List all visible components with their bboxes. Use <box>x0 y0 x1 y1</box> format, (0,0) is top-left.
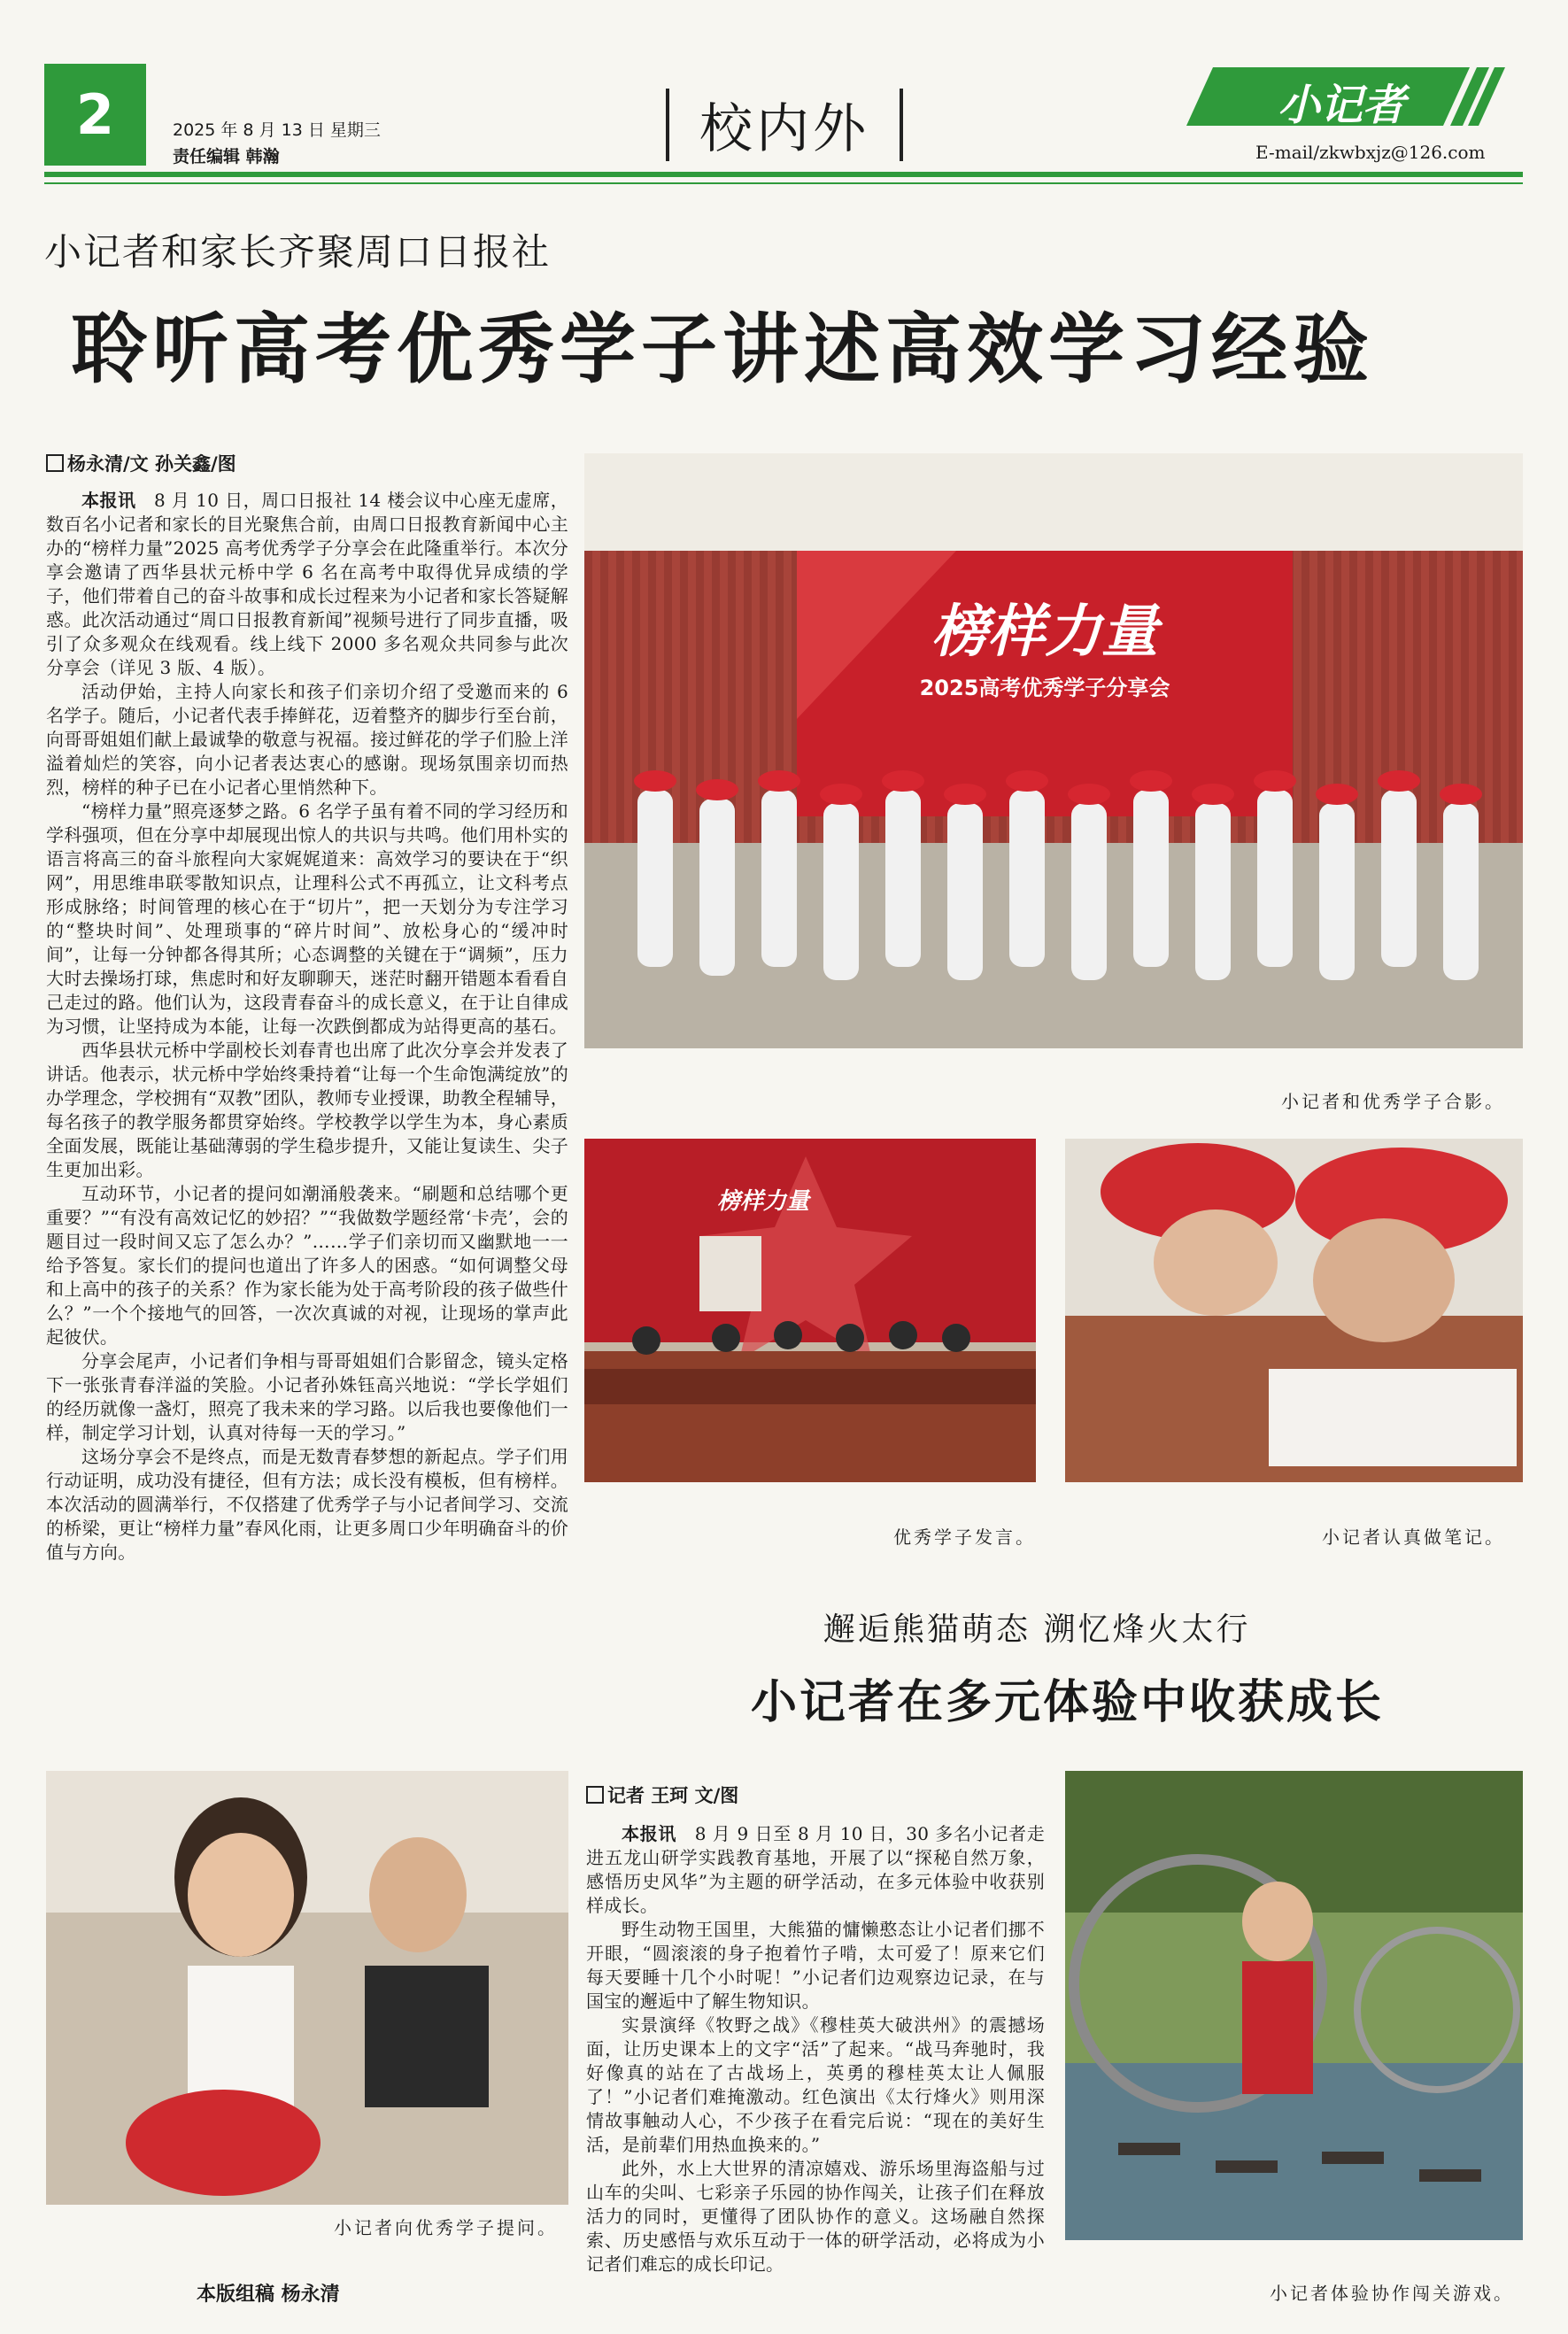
speakers-photo-caption: 优秀学子发言。 <box>893 1526 1036 1548</box>
second-article-body <box>586 1822 1045 2318</box>
main-paragraph-2: 活动伊始，主持人向家长和孩子们亲切介绍了受邀而来的 6 名学子。随后，小记者代表手捧鲜花，迈着整齐的脚步行至台前，向哥哥姐姐们献上最诚挚的敬意与祝福。接过鲜花的学子们脸上洋溢着灿烂的笑容，向小记者表达衷心的感谢。现场氛围亲切而热烈，榜样的种子已在小记者心里悄然种下。 <box>46 681 568 798</box>
second-byline: 记者 王珂 文/图 <box>586 1781 738 1808</box>
main-paragraph-1: 本报讯 8 月 10 日，周口日报社 14 楼会议中心座无虚席，数百名小记者和家长的目光聚焦合前，由周口日报教育新闻中心主办的“榜样力量”2025 高考优秀学子分享会在此隆重举行。本次分享会邀请了西华县状元桥中学 6 名在高考中取得优异成绩的学子，他们带着自己的奋斗故事和成长过程来为小记者和家长答疑解惑。此次活动通过“周口日报教育新闻”视频号进行了同步直播，吸引了众多观众在线观看。线上线下 2000 多名观众共同参与此次分享会（详见 3 版、4 版）。 <box>46 490 568 678</box>
header-rule <box>44 172 1523 177</box>
main-article-body <box>46 489 568 1728</box>
game-photo-caption: 小记者体验协作闯关游戏。 <box>1270 2283 1514 2304</box>
notes-photo-caption: 小记者认真做笔记。 <box>1322 1526 1505 1548</box>
main-paragraph-3: “榜样力量”照亮逐梦之路。6 名学子虽有着不同的学习经历和学科强项，但在分享中却展现出惊人的共识与共鸣。他们用朴实的语言将高三的奋斗旅程向大家娓娓道来：高效学习的要诀在于“织网”，用思维串联零散知识点，让理科公式不再孤立，让文科考点形成脉络；时间管理的核心在于“切片”，把一天划分为专注学习的“整块时间”、处理琐事的“碎片时间”、放松身心的“缓冲时间”，让每一分钟都各得其所；心态调整的关键在于“调频”，压力大时去操场打球，焦虑时和好友聊聊天，迷茫时翻开错题本看看自己走过的路。他们认为，这段青春奋斗的成长意义，在于让自律成为习惯，让坚持成为本能，让每一次跌倒都成为站得更高的基石。 <box>46 800 568 1037</box>
main-byline: 杨永清/文 孙关鑫/图 <box>46 450 236 476</box>
group-banner-subtitle: 2025高考优秀学子分享会 <box>919 676 1170 700</box>
brand-name: 小记者 <box>1277 81 1405 130</box>
speakers-photo <box>584 1139 1036 1482</box>
main-lead: 本报讯 <box>81 490 136 511</box>
speakers-banner-title: 榜样力量 <box>717 1188 810 1215</box>
main-paragraph-7: 这场分享会不是终点，而是无数青春梦想的新起点。学子们用行动证明，成功没有捷径，但有方法；成长没有模板，但有榜样。本次活动的圆满举行，不仅搭建了优秀学子与小记者间学习、交流的桥梁，更让“榜样力量”春风化雨，让更多周口少年明确奋斗的价值与方向。 <box>46 1446 568 1563</box>
contact-email: E-mail/zkwbxjz@126.com <box>1255 142 1486 163</box>
main-headline: 聆听高考优秀学子讲述高效学习经验 <box>71 305 1374 394</box>
group-photo <box>584 453 1523 1048</box>
page-credit: 本版组稿 杨永清 <box>197 2284 340 2306</box>
section-title: 校内外 <box>666 89 903 161</box>
game-photo <box>1065 1771 1523 2240</box>
second-paragraph-3: 实景演绎《牧野之战》《穆桂英大破洪州》的震撼场面，让历史课本上的文字“活”了起来。“战马奔驰时，我好像真的站在了古战场上，英勇的穆桂英太让人佩服了！”小记者们难掩激动。红色演出《太行烽火》则用深情故事触动人心，不少孩子在看完后说：“现在的美好生活，是前辈们用热血换来的。” <box>586 2014 1045 2155</box>
second-lead: 本报讯 <box>622 1823 677 1844</box>
second-paragraph-2: 野生动物王国里，大熊猫的慵懒憨态让小记者们挪不开眼，“圆滚滚的身子抱着竹子啃，太可爱了！原来它们每天要睡十几个小时呢！”小记者们边观察边记录，在与国宝的邂逅中了解生物知识。 <box>586 1919 1045 2012</box>
issue-date: 2025 年 8 月 13 日 星期三 <box>173 120 381 140</box>
page-editor: 责任编辑 韩瀚 <box>173 147 280 166</box>
brand-logo <box>1186 67 1505 130</box>
notes-photo <box>1065 1139 1523 1482</box>
group-photo-caption: 小记者和优秀学子合影。 <box>1281 1091 1505 1112</box>
main-paragraph-6: 分享会尾声，小记者们争相与哥哥姐姐们合影留念，镜头定格下一张张青春洋溢的笑脸。小记者孙姝钰高兴地说：“学长学姐们的经历就像一盏灯，照亮了我未来的学习路。以后我也要像他们一样，制定学习计划，认真对待每一天的学习。” <box>46 1350 568 1443</box>
group-banner-title: 榜样力量 <box>931 599 1158 665</box>
page-number: 2 <box>44 64 146 166</box>
second-headline: 小记者在多元体验中收获成长 <box>751 1676 1385 1729</box>
main-kicker: 小记者和家长齐聚周口日报社 <box>44 230 552 274</box>
question-photo-caption: 小记者向优秀学子提问。 <box>334 2217 558 2238</box>
main-paragraph-5: 互动环节，小记者的提问如潮涌般袭来。“刷题和总结哪个更重要？”“有没有高效记忆的妙招？”“我做数学题经常‘卡壳’，会的题目过一段时间又忘了怎么办？”……学子们亲切而又幽默地一一给予答复。家长们的提问也道出了许多人的困惑。“如何调整父母和上高中的孩子的关系？作为家长能为处于高考阶段的孩子做些什么？”一个个接地气的回答，一次次真诚的对视，让现场的掌声此起彼伏。 <box>46 1183 568 1348</box>
second-kicker: 邂逅熊猫萌态 溯忆烽火太行 <box>823 1611 1251 1648</box>
second-paragraph-4: 此外，水上大世界的清凉嬉戏、游乐场里海盗船与过山车的尖叫、七彩亲子乐园的协作闯关，让孩子们在释放活力的同时，更懂得了团队协作的意义。这场融自然探索、历史感悟与欢乐互动于一体的研学活动，必将成为小记者们难忘的成长印记。 <box>586 2158 1045 2275</box>
header-rule-thin <box>44 182 1523 184</box>
question-photo <box>46 1771 568 2205</box>
main-paragraph-4: 西华县状元桥中学副校长刘春青也出席了此次分享会并发表了讲话。他表示，状元桥中学始终秉持着“让每一个生命饱满绽放”的办学理念，学校拥有“双教”团队，教师专业授课，助教全程辅导，每名孩子的教学服务都贯穿始终。学校教学以学生为本，身心素质全面发展，既能让基础薄弱的学生稳步提升，又能让复读生、尖子生更加出彩。 <box>46 1039 568 1180</box>
second-paragraph-1: 本报讯 8 月 9 日至 8 月 10 日，30 多名小记者走进五龙山研学实践教育基地，开展了以“探秘自然万象，感悟历史风华”为主题的研学活动，在多元体验中收获别样成长。 <box>586 1823 1045 1916</box>
